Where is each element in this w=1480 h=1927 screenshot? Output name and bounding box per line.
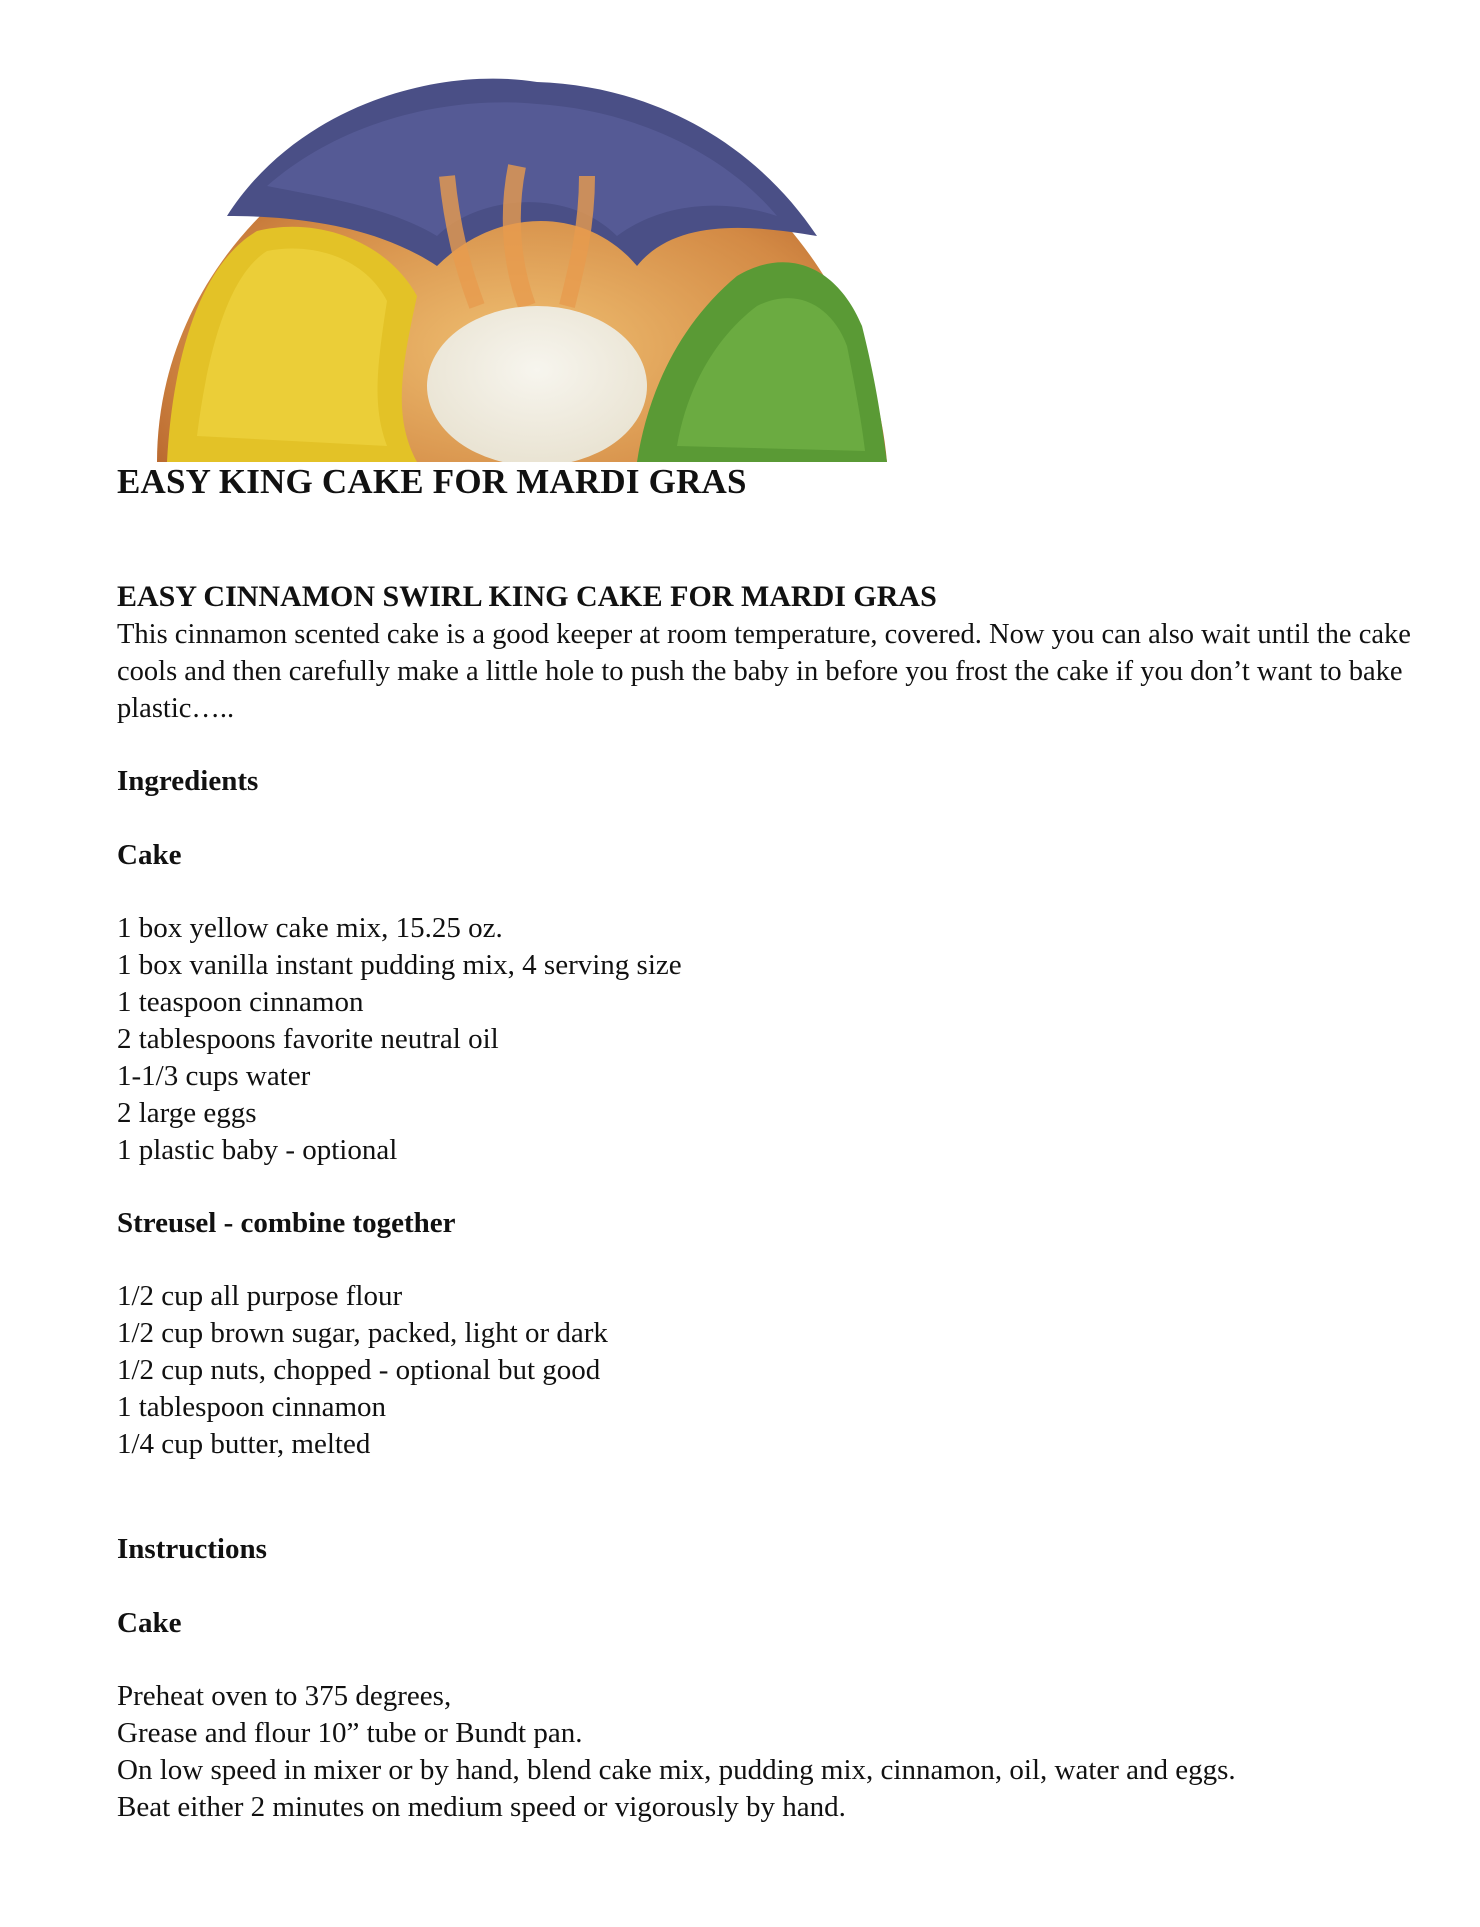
recipe-content bbox=[117, 578, 1417, 1826]
list-item: 1 plastic baby - optional bbox=[117, 1134, 398, 1166]
list-item: 1 teaspoon cinnamon bbox=[117, 986, 364, 1018]
page-title: EASY KING CAKE FOR MARDI GRAS bbox=[117, 462, 747, 501]
king-cake-photo bbox=[117, 66, 929, 462]
streusel-ingredients-list bbox=[117, 1278, 1417, 1463]
list-item: 2 tablespoons favorite neutral oil bbox=[117, 1023, 499, 1055]
instruction-step: Grease and flour 10” tube or Bundt pan. bbox=[117, 1717, 583, 1749]
instructions-cake-heading: Cake bbox=[117, 1607, 182, 1639]
recipe-intro: This cinnamon scented cake is a good keeper at room temperature, covered. Now you can also wait until the cake cools and then carefully make a little hole to push the baby in before you frost the cake if you don’t want to bake plastic….. bbox=[117, 619, 1411, 724]
instruction-step: Beat either 2 minutes on medium speed or vigorously by hand. bbox=[117, 1791, 846, 1823]
instructions-heading: Instructions bbox=[117, 1533, 267, 1565]
cake-ingredients-list bbox=[117, 910, 1417, 1169]
instruction-step: On low speed in mixer or by hand, blend cake mix, pudding mix, cinnamon, oil, water and eggs. bbox=[117, 1754, 1236, 1786]
list-item: 1 tablespoon cinnamon bbox=[117, 1391, 387, 1423]
ingredients-cake-heading: Cake bbox=[117, 839, 182, 871]
instructions-steps-list bbox=[117, 1678, 1417, 1826]
recipe-subtitle: EASY CINNAMON SWIRL KING CAKE FOR MARDI GRAS bbox=[117, 580, 937, 613]
list-item: 1/2 cup all purpose flour bbox=[117, 1280, 403, 1312]
cake-center-hole bbox=[427, 306, 647, 462]
list-item: 1 box yellow cake mix, 15.25 oz. bbox=[117, 912, 503, 944]
list-item: 1 box vanilla instant pudding mix, 4 serving size bbox=[117, 949, 682, 981]
streusel-heading: Streusel - combine together bbox=[117, 1207, 456, 1239]
list-item: 2 large eggs bbox=[117, 1097, 257, 1129]
instruction-step: Preheat oven to 375 degrees, bbox=[117, 1680, 452, 1712]
list-item: 1-1/3 cups water bbox=[117, 1060, 311, 1092]
ingredients-heading: Ingredients bbox=[117, 765, 259, 797]
list-item: 1/2 cup nuts, chopped - optional but good bbox=[117, 1354, 601, 1386]
king-cake-illustration bbox=[117, 66, 929, 462]
list-item: 1/2 cup brown sugar, packed, light or dark bbox=[117, 1317, 608, 1349]
list-item: 1/4 cup butter, melted bbox=[117, 1428, 371, 1460]
